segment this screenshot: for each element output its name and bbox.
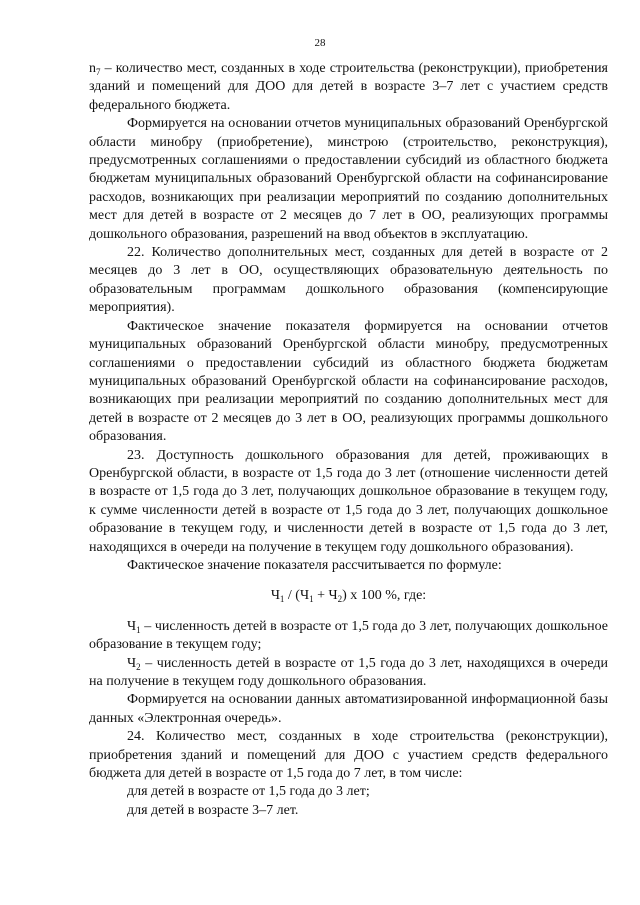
formula-term-ch1: Ч — [270, 588, 280, 604]
paragraph-ch1-definition — [89, 618, 608, 655]
definition-text: – численность детей в возрасте от 1,5 года до 3 лет, находящихся в очереди на получение в текущем году дошкольного образования. — [89, 655, 608, 689]
paragraph-item-24: 24. Количество мест, созданных в ходе строительства (реконструкции), приобретения зданий и помещений для ДОО с участием средств федерального бюджета для детей в возрасте от 1,5 года до 7 лет, в том числе: — [89, 729, 608, 782]
formula-subscript: 1 — [309, 594, 314, 605]
paragraph-actual-value-22: Фактическое значение показателя формируется на основании отчетов муниципальных образований Оренбургской области минобру, предусмотренных соглашениями о предоставлении субсидий из областного бюджета бюджетам муниципальных образований Оренбургской области на софинансирование расходов, возникающих при реализации мероприятий по созданию дополнительных мест для детей в возрасте от 2 месяцев до 3 лет в ОО, реализующих программы дошкольного образования. — [89, 318, 608, 445]
list-item-3-to-7: для детей в возрасте 3–7 лет. — [127, 802, 299, 818]
formula — [89, 587, 608, 605]
page-number: 28 — [314, 37, 326, 49]
paragraph-data-source: Формируется на основании данных автоматизированной информационной базы данных «Электронная очередь». — [89, 692, 608, 726]
definition-text: – количество мест, созданных в ходе строительства (реконструкции), приобретения зданий и помещений для ДОО для детей в возрасте 3–7 лет с участием средств федерального бюджета. — [89, 61, 608, 113]
definition-text: – численность детей в возрасте от 1,5 года до 3 лет, получающих дошкольное образование в текущем году; — [89, 618, 608, 653]
symbol-n-subscript: 7 — [96, 67, 101, 77]
list-item-1-5-to-3: для детей в возрасте от 1,5 года до 3 лет; — [127, 784, 370, 800]
symbol-subscript: 1 — [136, 624, 141, 635]
symbol-subscript: 2 — [136, 661, 141, 672]
formula-subscript: 2 — [337, 594, 343, 605]
formula-tail: ) х 100 %, где: — [342, 588, 427, 604]
paragraph-item-23: 23. Доступность дошкольного образования для детей, проживающих в Оренбургской области, в возрасте от 1,5 года до 3 лет (отношение численности детей в возрасте от 1,5 года до 3 лет, получающих дошкольное образование в текущем году, к сумме численности детей в возрасте от 1,5 года до 3 лет, получающих дошкольное образование в текущем году, и численности детей в возрасте от 1,5 года до 3 лет, находящихся в очереди на получение в текущем году дошкольного образования). — [89, 447, 608, 555]
formula-term-ch1-denominator: / (Ч — [284, 588, 310, 604]
document-body — [89, 60, 608, 820]
paragraph-formation-basis: Формируется на основании отчетов муниципальных образований Оренбургской области минобру (приобретение), минстрою (строительство, реконструкция), предусмотренных соглашениями о предоставлении субсидий из областного бюджета бюджетам муниципальных образований Оренбургской области на софинансирование расходов, возникающих при реализации мероприятий по созданию дополнительных мест для детей в возрасте от 2 месяцев до 7 лет в ОО, реализующих программы дошкольного образования, разрешений на ввод объектов в эксплуатацию. — [89, 116, 608, 242]
paragraph-formula-intro: Фактическое значение показателя рассчитывается по формуле: — [127, 557, 502, 573]
formula-term-ch2: + Ч — [313, 588, 338, 604]
symbol-n: n — [89, 61, 96, 76]
paragraph-ch2-definition — [89, 655, 608, 692]
symbol-ch: Ч — [127, 618, 137, 634]
symbol-ch: Ч — [127, 655, 137, 671]
formula-subscript: 1 — [279, 594, 285, 605]
paragraph-item-22: 22. Количество дополнительных мест, созданных для детей в возрасте от 2 месяцев до 3 лет в ОО, осуществляющих образовательную деятельность по образовательным программам дошкольного образования (компенсирующие мероприятия). — [89, 245, 608, 316]
paragraph-n7-definition — [89, 60, 608, 115]
